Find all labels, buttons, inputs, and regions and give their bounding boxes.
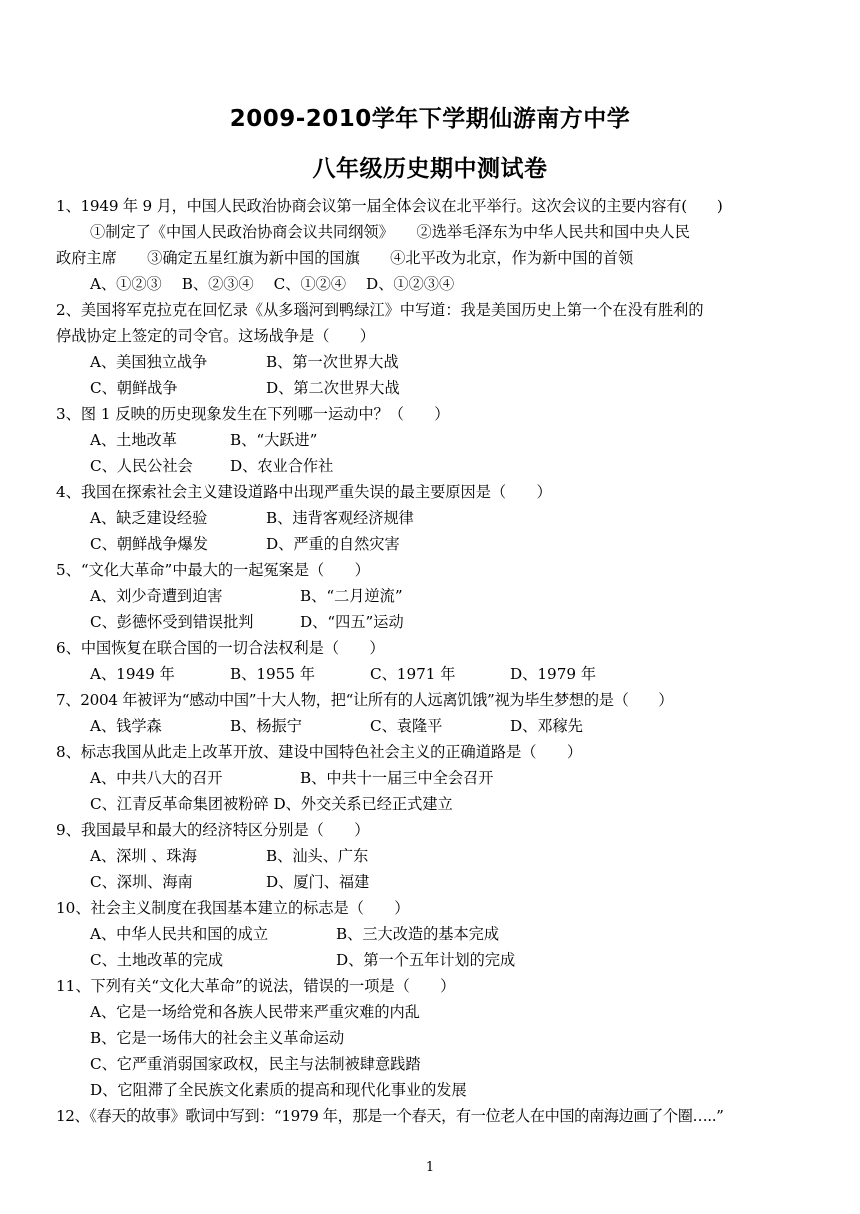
question-2-stem: 2、美国将军克拉克在回忆录《从多瑙河到鸭绿江》中写道：我是美国历史上第一个在没有胜利的 (56, 301, 704, 319)
question-list (56, 193, 808, 1129)
question-6-options (56, 661, 808, 687)
question-1-statement: ①制定了《中国人民政治协商会议共同纲领》 ②选举毛泽东为中华人民共和国中央人民 (90, 223, 690, 241)
question-2-options-row1 (56, 349, 808, 375)
question-2-stem-cont: 停战协定上签定的司令官。这场战争是（ ） (56, 327, 375, 345)
option-d: D、“四五”运动 (300, 613, 404, 631)
question-1-options: A、①②③ B、②③④ C、①②④ D、①②③④ (90, 275, 455, 293)
option-b: B、“二月逆流” (300, 587, 403, 605)
option-a: A、土地改革 (90, 431, 177, 449)
option-a: A、缺乏建设经验 (90, 509, 208, 527)
question-8-stem: 8、标志我国从此走上改革开放、建设中国特色社会主义的正确道路是（ ） (56, 743, 583, 761)
option-d: D、农业合作社 (230, 457, 334, 475)
option-d: D、第一个五年计划的完成 (336, 951, 516, 969)
option-d: D、邓稼先 (510, 717, 583, 735)
question-2-options-row2 (56, 375, 808, 401)
option-d: D、它阻滞了全民族文化素质的提高和现代化事业的发展 (90, 1081, 467, 1099)
question-4-stem: 4、我国在探索社会主义建设道路中出现严重失误的最主要原因是（ ） (56, 483, 552, 501)
question-3-options-row1 (56, 427, 808, 453)
exam-title-line2: 八年级历史期中测试卷 (312, 156, 548, 182)
option-c: C、它严重消弱国家政权，民主与法制被肆意践踏 (90, 1055, 421, 1073)
option-c: C、袁隆平 (370, 717, 443, 735)
option-a: A、深圳 、珠海 (90, 847, 197, 865)
exam-title-line1: 2009-2010学年下学期仙游南方中学 (229, 106, 631, 132)
question-3-options-row2 (56, 453, 808, 479)
option-b: B、违背客观经济规律 (266, 509, 414, 527)
option-c: C、深圳、海南 (90, 873, 193, 891)
question-8-options-row1 (56, 765, 808, 791)
option-c: C、朝鲜战争 (90, 379, 178, 397)
option-b: B、三大改造的基本完成 (336, 925, 500, 943)
question-1-stem: 1、1949 年 9 月，中国人民政治协商会议第一届全体会议在北平举行。这次会议的主要内容有( ) (56, 197, 723, 215)
question-9-options-row2 (56, 869, 808, 895)
option-c: C、人民公社会 (90, 457, 193, 475)
question-5-stem: 5、“文化大革命”中最大的一起冤案是（ ） (56, 561, 370, 579)
option-b: B、1955 年 (230, 665, 316, 683)
question-7-stem: 7、2004 年被评为“感动中国”十大人物，把“让所有的人远离饥饿”视为毕生梦想的是（ ） (56, 691, 674, 709)
option-a: A、中共八大的召开 (90, 769, 223, 787)
option-a: A、美国独立战争 (90, 353, 208, 371)
question-8-options-row2: C、江青反革命集团被粉碎 D、外交关系已经正式建立 (90, 795, 453, 813)
option-a: A、它是一场给党和各族人民带来严重灾难的内乱 (90, 1003, 420, 1021)
option-c: C、土地改革的完成 (90, 951, 224, 969)
option-d: D、第二次世界大战 (266, 379, 400, 397)
option-d: D、1979 年 (510, 665, 597, 683)
question-9-stem: 9、我国最早和最大的经济特区分别是（ ） (56, 821, 370, 839)
option-b: B、杨振宁 (230, 717, 302, 735)
question-10-options-row1 (56, 921, 808, 947)
question-4-options-row2 (56, 531, 808, 557)
question-4-options-row1 (56, 505, 808, 531)
option-a: A、1949 年 (90, 665, 175, 683)
page-number: 1 (425, 1160, 435, 1175)
question-3-stem: 3、图 1 反映的历史现象发生在下列哪一运动中？（ ） (56, 405, 450, 423)
question-12-stem: 12、《春天的故事》歌词中写到：“1979 年，那是一个春天，有一位老人在中国的南海边画了个圈…..” (56, 1107, 724, 1125)
option-b: B、中共十一届三中全会召开 (300, 769, 494, 787)
option-d: D、厦门、福建 (266, 873, 370, 891)
option-c: C、彭德怀受到错误批判 (90, 613, 254, 631)
option-c: C、1971 年 (370, 665, 456, 683)
question-10-stem: 10、社会主义制度在我国基本建立的标志是（ ） (56, 899, 410, 917)
option-b: B、它是一场伟大的社会主义革命运动 (90, 1029, 345, 1047)
option-b: B、“大跃进” (230, 431, 318, 449)
option-b: B、汕头、广东 (266, 847, 369, 865)
option-a: A、钱学森 (90, 717, 162, 735)
question-10-options-row2 (56, 947, 808, 973)
question-7-options (56, 713, 808, 739)
question-5-options-row2 (56, 609, 808, 635)
question-6-stem: 6、中国恢复在联合国的一切合法权利是（ ） (56, 639, 385, 657)
option-a: A、中华人民共和国的成立 (90, 925, 269, 943)
option-d: D、严重的自然灾害 (266, 535, 400, 553)
question-11-stem: 11、下列有关“文化大革命”的说法，错误的一项是（ ） (56, 977, 456, 995)
question-1-statement-cont: 政府主席 ③确定五星红旗为新中国的国旗 ④北平改为北京，作为新中国的首领 (56, 249, 634, 267)
question-5-options-row1 (56, 583, 808, 609)
option-c: C、朝鲜战争爆发 (90, 535, 208, 553)
option-b: B、第一次世界大战 (266, 353, 399, 371)
question-9-options-row1 (56, 843, 808, 869)
option-a: A、刘少奇遭到迫害 (90, 587, 223, 605)
